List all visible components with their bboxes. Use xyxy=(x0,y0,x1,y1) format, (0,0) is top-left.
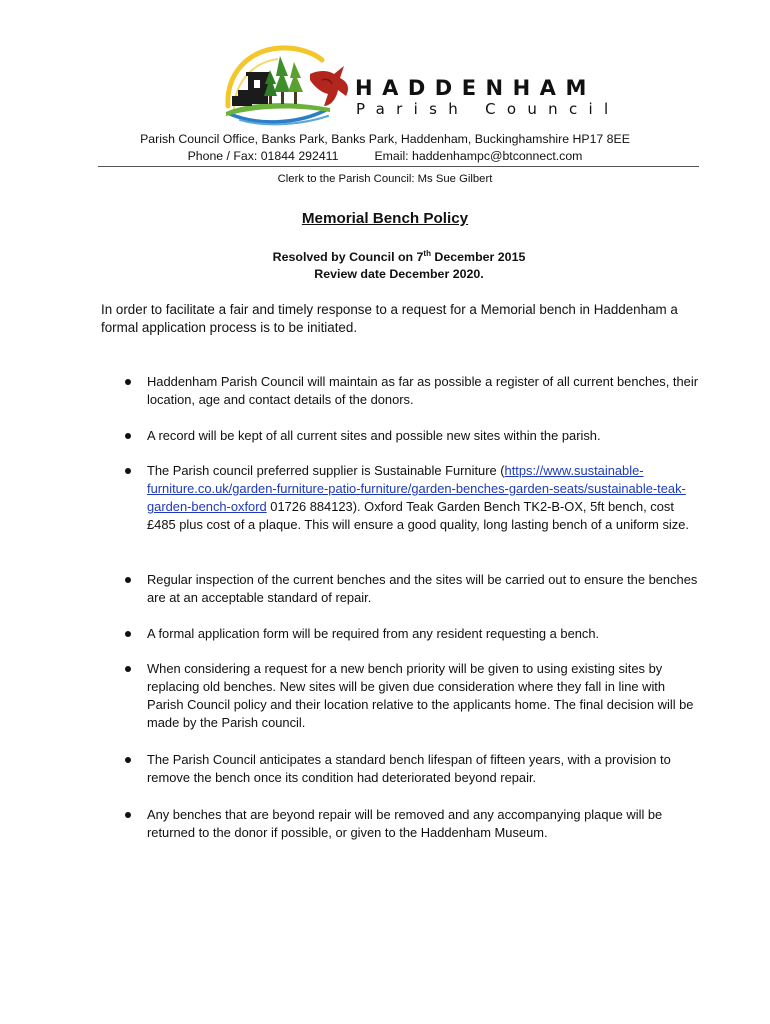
clerk-line: Clerk to the Parish Council: Ms Sue Gilbert xyxy=(277,173,493,185)
bullet-text: The Parish Council anticipates a standard bench lifespan of fifteen years, with a provision to remove the bench once its condition had deteriorated beyond repair. xyxy=(147,752,671,785)
office-address: Parish Council Office, Banks Park, Banks Park, Haddenham, Buckinghamshire HP17 8EE xyxy=(140,132,630,146)
supplier-intro: The Parish council preferred supplier is Sustainable Furniture ( xyxy=(147,463,505,478)
bullet-icon xyxy=(125,468,131,474)
bullet-text: Regular inspection of the current benches and the sites will be carried out to ensure the benches are at an acceptable standard of repair. xyxy=(147,572,698,605)
supplier-details: 01726 884123). Oxford Teak Garden Bench TK2-B-OX, 5ft bench, cost £485 plus cost of a plaque. This will ensure a good quality, long lasting bench of a uniform size. xyxy=(147,499,689,532)
email-address: Email: haddenhampc@btconnect.com xyxy=(374,149,583,163)
supplier-link[interactable]: https://www.sustainable-furniture.co.uk/garden-furniture-patio-furniture/garden-benches-garden-seats/sustainable-teak-garden-bench-oxford xyxy=(147,463,686,514)
policy-title: Memorial Bench Policy xyxy=(301,210,469,227)
resolved-prefix: Resolved by Council on 7 xyxy=(272,250,424,264)
bullet-icon xyxy=(125,757,131,763)
bullet-icon xyxy=(125,812,131,818)
resolved-ordinal: th xyxy=(423,249,431,258)
resolved-suffix: December 2015 xyxy=(430,250,526,264)
phone-fax: Phone / Fax: 01844 292411 xyxy=(187,149,339,163)
council-subtitle: Parish Council xyxy=(356,100,620,118)
bullet-icon xyxy=(125,379,131,385)
bullet-text: Haddenham Parish Council will maintain as far as possible a register of all current benches, their location, age and contact details of the donors. xyxy=(147,374,698,407)
bullet-text xyxy=(147,462,703,534)
bullet-text: A record will be kept of all current sites and possible new sites within the parish. xyxy=(147,428,601,443)
bullet-text: Any benches that are beyond repair will be removed and any accompanying plaque will be returned to the donor if possible, or given to the Haddenham Museum. xyxy=(147,807,663,840)
review-date: Review date December 2020. xyxy=(314,267,484,281)
bullet-icon xyxy=(125,577,131,583)
bullet-text: A formal application form will be required from any resident requesting a bench. xyxy=(147,626,600,641)
bullet-icon xyxy=(125,666,131,672)
bullet-text: When considering a request for a new bench priority will be given to using existing sites by replacing old benches. New sites will be given due consideration where they fall in line with Parish Council policy and their location relative to the applicants home. The final decision will be made by the Parish council. xyxy=(147,661,694,730)
bullet-icon xyxy=(125,631,131,637)
bullet-icon xyxy=(125,433,131,439)
council-name: HADDENHAM xyxy=(355,76,596,100)
intro-paragraph: In order to facilitate a fair and timely response to a request for a Memorial bench in Haddenham a formal application process is to be initiated. xyxy=(101,302,678,335)
